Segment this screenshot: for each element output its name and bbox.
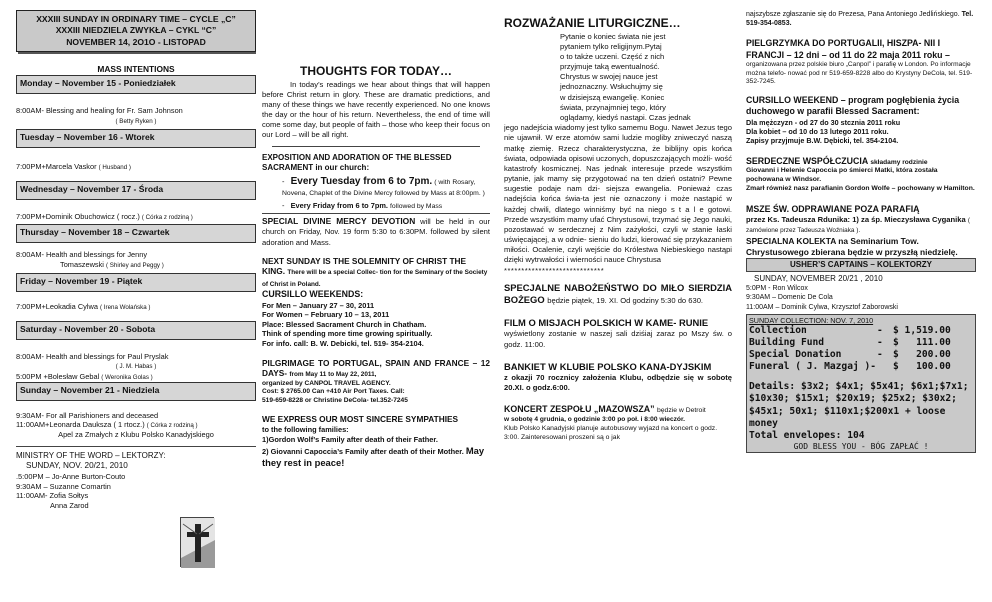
intention-line: Apel za Zmałych z Klubu Polsko Kanadyjskiego xyxy=(58,430,214,440)
sympathy-title: WE EXPRESS OUR MOST SINCERE SYMPATHIES xyxy=(262,414,459,425)
stars-divider: ***************************** xyxy=(504,265,605,275)
pilgrimage-line: organized by CANPOL TRAVEL AGENCY. xyxy=(262,379,391,387)
column-rozwazanie xyxy=(504,0,732,602)
sympathy-line: 2) Giovanni Capoccia’s Family after death of their Mother. May they rest in peace! xyxy=(262,444,485,468)
pilgrimage-line: Cost: $ 2765.00 Can +410 Air Port Taxes. Call: xyxy=(262,388,405,396)
thoughts-body: In today’s readings we hear about things that will happen before Christ return in glory. These are dramatic predictions, and many of these things we have recently experienced. No one knows the day or the hour of his return. Nevertheless, the end of time will come some day, but people of faith – those who keep their focus on our Lord – will be all right. xyxy=(262,79,490,140)
column-announcements xyxy=(746,0,976,602)
cursillo-pl-line: Dla mężczyzn - od 27 do 30 stcznia 2011 roku xyxy=(746,117,901,127)
serdeczne-title: SERDECZNE WSPÓŁCZUCIA składamy rodzinie xyxy=(746,155,928,166)
cursillo-line: For info. call: B. W. Debicki, tel. 519- 354-2104. xyxy=(262,339,424,349)
cursillo-line: For Men – January 27 – 30, 2011 xyxy=(262,300,375,310)
pielgrzymka-body: organizowana przez polskie biuro „Canpol” i parafię w London. Po informacje można telefo- nować pod nr 519-659-8228 albo do Krystyny DeCola, tel. 519-352-7245. xyxy=(746,61,973,86)
day-thursday: Thursday – November 18 – Czwartek xyxy=(16,224,256,243)
sympathy-sub: to the following families: xyxy=(262,425,349,435)
intention-line: 11:00AM+Leonarda Dauksza ( 1 rtocz.) ( Córka z rodziną ) xyxy=(16,420,198,430)
day-tuesday: Tuesday – November 16 - Wtorek xyxy=(16,129,256,148)
bankiet-body: z okazji 70 rocznicy założenia Klubu, odbędzie się w sobotę 20.XI. o godz.6:00. xyxy=(504,372,732,393)
day-monday: Monday – November 15 - Poniedziałek xyxy=(16,75,256,94)
divider xyxy=(272,146,480,147)
koncert-contact: najszybsze zgłaszanie się do Prezesa, Pana Antoniego Jedlińskiego. Tel. 519-354-0853. xyxy=(746,11,974,28)
msze-body: przez Ks. Tadeusza Rdunika: 1) za śp. Mieczysława Cyganika ( zamówione przez Tadeusza Woźniaka ). xyxy=(746,215,970,235)
ushers-date: SUNDAY, NOVEMBER 20/21 , 2010 xyxy=(754,274,883,283)
cursillo-line: Think of spending more time growing spiritually. xyxy=(262,329,433,339)
serdeczne-body: Giovanni i Helenie Capoccia po śmierci Matki, która została pochowana w Windsor. xyxy=(746,167,938,184)
day-saturday: Saturday - November 20 - Sobota xyxy=(16,321,256,340)
exposition-bullet-2: - Every Friday from 6 to 7pm. followed by Mass xyxy=(282,201,443,211)
usher-line: 11:00AM – Dominik Cylwa, Krzysztof Zaborowski xyxy=(746,303,898,311)
bankiet-title: BANKIET W KLUBIE POLSKO KANA-DYJSKIM xyxy=(504,360,712,372)
column-mass-intentions xyxy=(16,0,256,602)
day-sunday: Sunday – November 21 - Niedziela xyxy=(16,382,256,401)
ministry-reader: 9:30AM – Suzanne Comartin xyxy=(16,481,111,491)
intention-line: Tomaszewski ( Shirley and Peggy ) xyxy=(60,259,164,269)
pielgrzymka-title: PIELGRZYMKA DO PORTUGALII, HISZPA- NII I FRANCJI – 12 dni – od 11 do 22 maja 2011 roku – xyxy=(746,38,950,60)
collection-row: Special Donation - $ 200.00 xyxy=(749,349,951,361)
usher-line: 9:30AM – Domenic De Cola xyxy=(746,294,833,302)
film-body: wyświetlony zostanie w naszej sali dziśiaj zaraz po Mszy św. o godz. 11:00. xyxy=(504,329,732,349)
intention-line: 7:00PM+Dominik Obuchowicz ( rocz.) ( Córka z rodziną ) xyxy=(16,212,193,222)
mercy-devotion: SPECIAL DIVINE MERCY DEVOTION will be held in our church on Friday, Nov. 19 form 5:30 to 6:30PM. followed by silent adoration and Mass. xyxy=(262,216,490,247)
total-envelopes: Total envelopes: 104 xyxy=(749,429,865,441)
column-thoughts xyxy=(262,0,490,602)
day-wednesday: Wednesday – November 17 - Środa xyxy=(16,181,256,200)
intention-line: 5:00PM +Bolesław Gebal ( Weronika Golas ) xyxy=(16,371,153,381)
rozwazanie-body: jego nadejścia wiadomy jest tylko samemu Bogu. Nawet Jezus tego nie ujawnił. W erze atomów sami ludzie mogliby zniweczyć naszą matkę ziemię. Rzecz charakterystyczna, że biblijny opis końca świata, odpowiada opisowi uczonych, dopuszczających możli- wość katastrofy kosmicznej. Nas jednak interesuje przede wszystkim pytanie, jak mamy się przygotować na ten dzień ostatni? Pewne sugestie podaje nam dzi- siejsza ewangelia. Ponieważ czas nadejścia końca świa-ta jest nie oznaczony i może nastąpić w każdej chwili, dlatego winniśmy być na niego s t a l e gotowi. Przede wszystkim mamy ufać Chrystusowi, trzymać się Jego nauki, pozostawać w serdecznej z Nim zażyłości, czyli w stanie łaski uświęcającej, a w odnie- sieniu do ludzi, kierować się przykazaniem miłości. Ocalenie, czyli wejście do Królestwa Niebieskiego nastąpi dzięki wytrwałości i wierności nauce Chrystusa xyxy=(504,123,732,265)
cross-image xyxy=(180,517,214,567)
header-line-2: XXXIII NIEDZIELA ZWYKŁA – CYKL “C” xyxy=(55,25,217,36)
sympathy-line: 1)Gordon Wolf’s Family after death of their Father. xyxy=(262,434,438,444)
collection-row: Collection - $ 1,519.00 xyxy=(749,325,951,337)
intention-line: 8:00AM- Blessing and healing for Fr. Sam Johnson xyxy=(16,106,183,116)
cursillo-title: CURSILLO WEEKENDS: xyxy=(262,289,364,300)
cursillo-line: Place: Blessed Sacrament Church in Chatham. xyxy=(262,319,427,329)
cursillo-pl-title: CURSILLO WEEKEND – program pogłębienia życia duchowego w parafii Blessed Sacrament: xyxy=(746,94,960,117)
ministry-reader: Anna Zarod xyxy=(50,500,89,510)
thoughts-title: THOUGHTS FOR TODAY… xyxy=(299,64,452,78)
cross-icon xyxy=(181,518,215,568)
pilgrimage-title: PILGRIMAGE TO PORTUGAL, SPAIN AND FRANCE – 12 DAYS- from May 11 to May 22, 2011, xyxy=(262,357,490,379)
intention-line: 7:00PM+Marcela Vaskor ( Husband ) xyxy=(16,161,131,171)
pilgrimage-line: 519-659-8228 or Christine DeCola- tel.352-7245 xyxy=(262,396,408,404)
intention-sponsor: ( J. M. Habas ) xyxy=(115,363,157,371)
intention-line: 8:00AM- Health and blessings for Jenny xyxy=(16,250,148,260)
cursillo-pl-line: Zapisy przyjmuje B.W. Dębicki, tel. 354-2104. xyxy=(746,136,899,146)
exposition-bullet-1: - Every Tuesday from 6 to 7pm. ( with Rosary, Novena, Chaplet of the Divine Mercy followed by Mass at 8:00pm. ) xyxy=(282,176,485,198)
collection-box xyxy=(746,314,976,454)
header-line-1: XXXIII SUNDAY IN ORDINARY TIME – CYCLE „C” xyxy=(36,14,236,24)
koncert-line: Klub Polsko Kanadyjski planuje autobusowy wyjazd na koncert o godz. 3:00. Zainteresowani proszeni są o jak xyxy=(504,424,718,441)
intention-line: 9:30AM- For all Parishioners and deceased xyxy=(16,410,159,420)
intention-line: 7:00PM+Leokadia Cylwa ( Irena Wolańska ) xyxy=(16,301,151,311)
collection-table xyxy=(749,325,973,373)
ushers-title: USHER’S CAPTAINS – KOLEKTORZY xyxy=(746,258,976,272)
divider xyxy=(262,213,490,214)
nabozenstwo-notice: SPECJALNE NABOŻEŃSTWO DO MIŁO SIERDZIA BOŻEGO będzie piątek, 19. XI. Od godziny 5:30 do 630. xyxy=(504,281,732,305)
cursillo-line: For Women – February 10 – 13, 2011 xyxy=(262,310,390,320)
collection-row: Building Fund - $ 111.00 xyxy=(749,337,951,349)
ministry-reader: .5:00PM – Jo-Anne Burton-Couto xyxy=(16,471,126,481)
film-title: FILM O MISJACH POLSKICH W KAME- RUNIE xyxy=(504,317,709,329)
intention-sponsor: ( Betty Ryken ) xyxy=(115,117,157,125)
serdeczne-body-2: Zmarł również nasz parafianin Gordon Wolfe – pochowany w Hamilton. xyxy=(746,184,975,192)
collection-details: Details: $3x2; $4x1; $5x41; $6x1;$7x1; $10x30; $15x1; $20x19; $25x2; $30x2; $45x1; 50x1; $110x1;$200x1 + loose money xyxy=(749,381,969,429)
christ-king-notice: NEXT SUNDAY IS THE SOLEMNITY OF CHRIST THE KING. There will be a special Collec- tion for the Seminary of the Society of Christ in Poland. xyxy=(262,255,488,288)
koncert-title: KONCERT ZESPOŁU „MAZOWSZA” będzie w Detroit xyxy=(504,404,706,415)
day-friday: Friday – November 19 - Piątek xyxy=(16,273,256,292)
collection-row: Funeral ( J. Mazgaj )- $ 100.00 xyxy=(749,361,951,373)
kolekta-notice: SPECIALNA KOLEKTA na Seminarium Tow. Chrystusowego zbierana będzie w przyszłą niedzielę. xyxy=(746,235,958,257)
koncert-line: w sobotę 4 grudnia, o godzinie 3:00 po poł. i 8:00 wieczór. xyxy=(504,416,685,424)
mass-intentions-title: MASS INTENTIONS xyxy=(97,64,175,75)
ministry-date: SUNDAY, NOV. 20/21, 2010 xyxy=(26,461,128,471)
divider xyxy=(16,446,256,447)
exposition-title: EXPOSITION AND ADORATION OF THE BLESSED SACRAMENT in our church: xyxy=(262,152,452,173)
intention-line: 8:00AM- Health and blessings for Paul Pryslak xyxy=(16,351,169,361)
rozwazanie-poem: Pytanie o koniec świata nie jest pytaniem tylko religijnym.Pytaj o to także uczeni. Część z nich przyjmuje taką ewentualność. Chrystus w swojej nauce jest jednoznaczny. Wsłuchujmy się w dzisiejszą ewangelię. Koniec świata, przynajmniej tego, który oglądamy, kiedyś nastąpi. Czas jednak xyxy=(560,31,691,122)
bulletin-header xyxy=(16,10,256,52)
ministry-reader: 11:00AM- Zofia Sołtys xyxy=(16,491,89,501)
msze-title: MSZE ŚW. ODPRAWIANE POZA PARAFIĄ xyxy=(746,203,920,214)
ministry-title: MINISTRY OF THE WORD – LEKTORZY: xyxy=(16,450,166,460)
collection-title: SUNDAY COLLECTION: NOV. 7, 2010 xyxy=(749,315,874,325)
blessing: GOD BLESS YOU - BÓG ZAPŁAĆ ! xyxy=(793,441,929,451)
header-line-3: NOVEMBER 14, 2O1O - LISTOPAD xyxy=(66,36,206,47)
usher-line: 5:0PM - Ron Wilcox xyxy=(746,285,808,293)
rozwazanie-title: ROZWAŻANIE LITURGICZNE… xyxy=(504,16,681,30)
cursillo-pl-line: Dla kobiet – od 10 do 13 lutego 2011 roku. xyxy=(746,126,889,136)
